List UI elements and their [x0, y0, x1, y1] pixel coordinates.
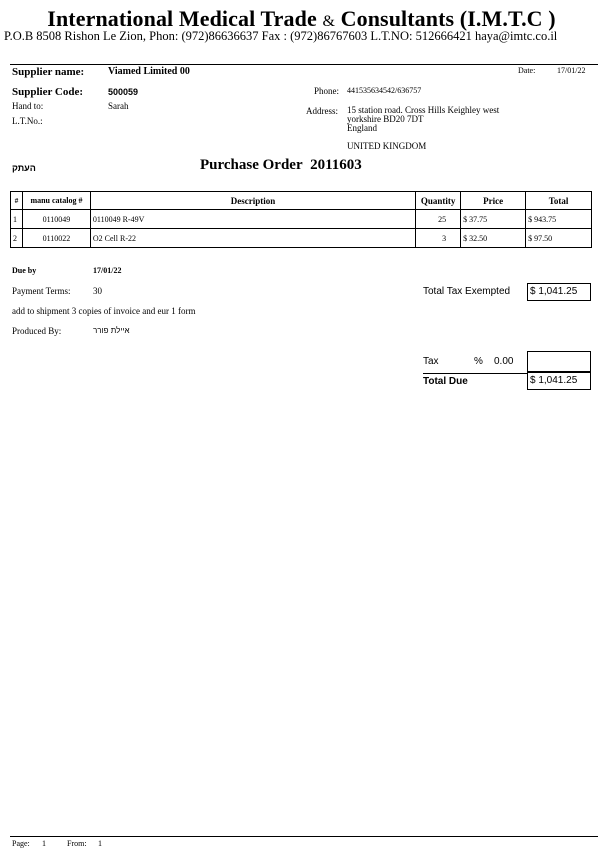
po-number: 2011603 — [310, 157, 362, 173]
col-header-price: Price — [461, 192, 526, 210]
address-line-3: England — [347, 123, 377, 133]
due-by-value: 17/01/22 — [93, 266, 122, 275]
row-quantity: 25 — [416, 210, 461, 229]
address-line-4: UNITED KINGDOM — [347, 141, 427, 151]
page-value: 1 — [42, 839, 46, 848]
col-header-catalog: manu catalog # — [22, 192, 90, 210]
po-title — [200, 157, 362, 174]
row-description: O2 Cell R-22 — [90, 229, 415, 248]
table-header-row — [11, 192, 592, 210]
tax-percent-value: 0.00 — [494, 356, 514, 367]
supplier-code-value: 500059 — [108, 87, 139, 97]
row-num: 2 — [11, 229, 23, 248]
po-title-text: Purchase Order — [200, 157, 303, 173]
total-due-value: $ 1,041.25 — [527, 372, 591, 390]
col-header-total: Total — [526, 192, 592, 210]
col-header-quantity: Quantity — [416, 192, 461, 210]
total-due-label: Total Due — [423, 376, 468, 387]
copy-label: העתק — [12, 163, 36, 173]
produced-by-label: Produced By: — [12, 326, 62, 336]
tax-label: Tax — [423, 356, 439, 367]
footer-divider-right — [120, 836, 598, 837]
row-num: 1 — [11, 210, 23, 229]
supplier-code-label: Supplier Code: — [12, 86, 84, 98]
table-row — [11, 229, 592, 248]
address-line-2: yorkshire BD20 7DT — [347, 114, 424, 124]
date-value: 17/01/22 — [557, 66, 586, 75]
footer-divider-left — [10, 836, 120, 837]
from-label: From: — [67, 839, 87, 848]
row-quantity: 3 — [416, 229, 461, 248]
hand-to-label: Hand to: — [12, 101, 44, 111]
tax-exempt-label: Total Tax Exempted — [423, 286, 511, 297]
row-catalog: 0110049 — [22, 210, 90, 229]
tax-value — [527, 351, 591, 372]
col-header-num: # — [11, 192, 23, 210]
col-header-description: Description — [90, 192, 415, 210]
date-label: Date: — [518, 66, 536, 75]
page-label: Page: — [12, 839, 30, 848]
tax-percent-sign: % — [474, 356, 483, 367]
table-row — [11, 210, 592, 229]
from-value: 1 — [98, 839, 102, 848]
company-name-end: Consultants (I.M.T.C ) — [340, 6, 556, 31]
address-line-1: 15 station road. Cross Hills Keighley west — [347, 105, 500, 115]
supplier-name-label: Supplier name: — [12, 66, 85, 78]
hand-to-value: Sarah — [108, 101, 129, 111]
row-catalog: 0110022 — [22, 229, 90, 248]
header-divider — [10, 64, 598, 65]
address-block — [347, 106, 499, 151]
row-price: $ 37.75 — [461, 210, 526, 229]
phone-value: 441535634542/636757 — [347, 86, 422, 95]
supplier-name-value: Viamed Limited 00 — [108, 66, 190, 77]
company-name: International Medical Trade — [47, 6, 317, 31]
produced-by-value: איילת פורר — [93, 326, 130, 335]
items-table — [10, 191, 592, 248]
row-total: $ 97.50 — [526, 229, 592, 248]
company-amp: & — [322, 13, 335, 30]
row-price: $ 32.50 — [461, 229, 526, 248]
address-label: Address: — [306, 106, 338, 116]
contact-line: P.O.B 8508 Rishon Le Zion, Phon: (972)86636637 Fax : (972)86767603 L.T.NO: 512666421 haya@imtc.co.il — [4, 29, 558, 43]
totals-divider — [423, 373, 527, 374]
row-description: 0110049 R-49V — [90, 210, 415, 229]
payment-terms-label: Payment Terms: — [12, 286, 71, 296]
row-total: $ 943.75 — [526, 210, 592, 229]
phone-label: Phone: — [314, 86, 340, 96]
due-by-label: Due by — [12, 266, 37, 275]
tax-exempt-value: $ 1,041.25 — [527, 283, 591, 301]
payment-terms-value: 30 — [93, 286, 102, 296]
lt-no-label: L.T.No.: — [12, 116, 43, 126]
shipment-note: add to shipment 3 copies of invoice and eur 1 form — [12, 306, 196, 316]
